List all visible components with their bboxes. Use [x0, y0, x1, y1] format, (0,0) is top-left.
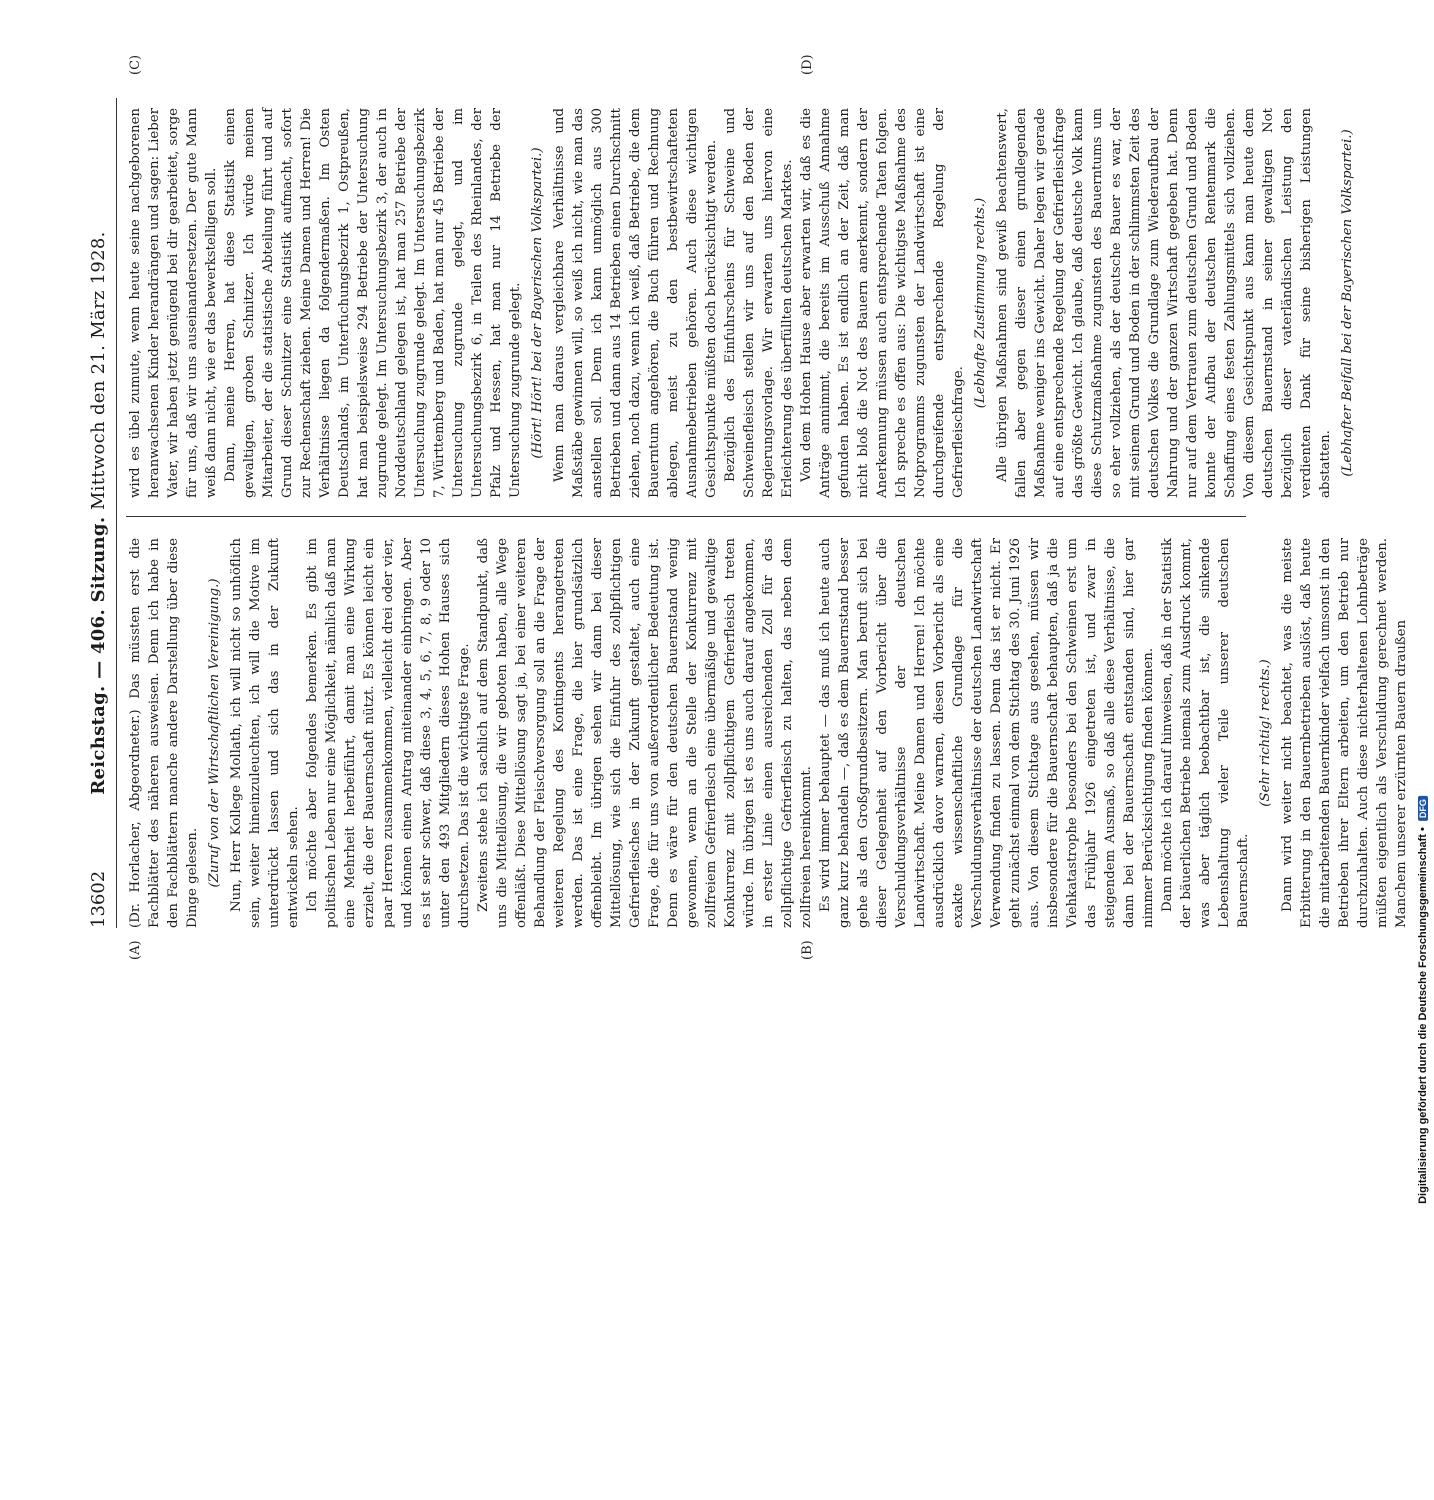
- paragraph: (Dr. Horlacher, Abgeordneter.) Das müssten erst die Fachblätter des näheren ausweisen. Denn ich habe in den Fachblättern manche andere Darstellung über diese Dinge gelesen.: [128, 538, 200, 928]
- header-rule: [116, 98, 117, 928]
- paragraph: wird es übel zumute, wenn heute seine nachgeborenen heranwachsenen Kinder herandrängen und sagen: Lieber Vater, wir haben jetzt genügend bei dir gearbeitet, sorge für uns, daß wir uns auseinandersetzen. Der gute Mann weiß dann nicht, wie er das bewerkstelligen soll.: [128, 108, 219, 498]
- paragraph: Dann wird weiter nicht beachtet, was die meiste Erbitterung in den Bauernbetrieben auslöst, daß heute die mitarbeitenden Bauernkinder vielfach umsonst in den Betrieben ihrer Eltern arbeiten, um den Betrieb nur durchzuhalten. Auch diese nichterhaltenen Lohnbeträge müßten eigentlich als Verschuldung gerechnet werden. Manchem unserer erzürnten Bauern draußen: [1280, 538, 1409, 928]
- paragraph: Dann möchte ich darauf hinweisen, daß in der Statistik der bäuerlichen Betriebe niemals zum Ausdruck kommt, was aber täglich beobachtbar ist, die sinkende Lebenshaltung vieler Teile unserer deutschen Bauernschaft.: [1160, 538, 1251, 928]
- interjection: (Lebhafter Beifall bei der Bayerischen Volkspartei.): [1340, 129, 1355, 477]
- paragraph: Bezüglich des Einfuhrscheins für Schweine und Schweinefleisch stellen wir uns auf den Boden der Regierungsvorlage. Wir erwarten uns hiervon eine Erleichterung des überfüllten deutschen Marktes.: [723, 108, 795, 498]
- column-divider: [126, 516, 1246, 517]
- margin-marker-d: (D): [800, 54, 815, 75]
- interjection: (Lebhafte Zustimmung rechts.): [973, 197, 988, 409]
- page-title: [88, 98, 109, 928]
- page-number: 13602: [88, 870, 109, 928]
- page-header: [82, 98, 116, 928]
- credit-text: Digitalisierung gefördert durch die Deutsche Forschungsgemeinschaft •: [1417, 827, 1429, 1204]
- left-column: [126, 538, 1409, 928]
- digitization-credit: [1416, 500, 1430, 1500]
- page-content: [82, 98, 1409, 928]
- session-date: Mittwoch den 21. März 1928.: [88, 231, 109, 511]
- paragraph: Zweitens stehe ich sachlich auf dem Standpunkt, daß uns die Mittellösung, die wir geboten haben, alle Wege offenläßt. Diese Mittellösung sagt ja, bei einer weiteren Behandlung der Fleischversorgung soll an die Frage der weiteren Regelung des Kontingents herangetreten werden. Das ist eine Frage, die hier grundsätzlich offenbleibt. Im übrigen sehen wir dann bei dieser Mittellösung, wie sich die Einfuhr des zollpflichtigen Gefrierfleisches in der Zukunft gestaltet, auch eine Frage, die für uns von außerordentlicher Bedeutung ist. Denn es wäre für den deutschen Bauernstand wenig gewonnen, wenn an die Stelle der Konkurrenz mit zollfreiem Gefrierfleisch eine übermäßige und gewaltige Konkurrenz mit zollpflichtigem Gefrierfleisch treten würde. Im übrigen ist es uns auch darauf angekommen, in erster Linie einen ausreichenden Zoll für das zollpflichtige Gefrierfleisch zu halten, das neben dem zollfreien hereinkommt.: [476, 538, 814, 928]
- margin-marker-b: (B): [800, 940, 815, 960]
- interjection: (Sehr richtig! rechts.): [1258, 659, 1273, 807]
- right-column: [126, 108, 1355, 498]
- paragraph: Wenn man daraus vergleichbare Verhältnisse und Maßstäbe gewinnen will, so weiß ich nicht, wie man das anstellen soll. Denn ich kann unmöglich aus 300 Betrieben und dann aus 14 Betrieben einen Durchschnitt ziehen, noch dazu, wenn ich weiß, daß Betriebe, die dem Bauerntum angehören, die Buch führen und Rechnung ablegen, meist zu den bestbewirtschafteten Ausnahmebetrieben gehören. Auch diese wichtigen Gesichtspunkte müßten doch berücksichtigt werden.: [552, 108, 719, 498]
- paragraph: Alle übrigen Maßnahmen sind gewiß beachtenswert, fallen aber gegen dieser einen grundlegenden Maßnahme weniger ins Gewicht. Daher legen wir gerade auf eine entsprechende Regelung der Gefrierfleischfrage das größte Gewicht. Ich glaube, daß deutsche Volk kann diese Schutzmaßnahme zugunsten des Bauerntums um so eher vollziehen, als der deutsche Bauer es war, der mit seinem Grund und Boden in der schlimmsten Zeit des deutschen Volkes die Grundlage zum Wiederaufbau der Nahrung und der ganzen Wirtschaft gegeben hat. Denn nur auf dem Vertrauen zum deutschen Grund und Boden konnte der Aufbau der deutschen Rentenmark die Schaffung eines festen Zahlungsmittels sich vollziehen. Von diesem Gesichtspunkt aus kann man heute dem deutschen Bauernstand in seiner gewaltigen Not bezüglich dieser vaterländischen Leistung den verdienten Dank für seine bisherigen Leistungen abstatten.: [995, 108, 1333, 498]
- paragraph: Ich möchte aber folgendes bemerken. Es gibt im politischen Leben nur eine Möglichkeit, nämlich daß man eine Mehrheit herbeiführt, damit man eine Wirkung erzielt, die der Bauernschaft nützt. Es können leicht ein paar Herren zusammenkommen, vielleicht drei oder vier, und können einen Antrag miteinander einbringen. Aber es ist sehr schwer, daß diese 3, 4, 5, 6, 7, 8, 9 oder 10 unter den 493 Mitgliedern dieses Hohen Hauses sich durchsetzen. Das ist die wichtigste Frage.: [305, 538, 472, 928]
- paragraph: Dann, meine Herren, hat diese Statistik einen gewaltigen, groben Schnitzer. Ich würde meinen Mitarbeiter, der die statistische Abteilung führt und auf Grund dieser Schnitzer eine Statistik aufmacht, sofort zur Rechenschaft ziehen. Meine Damen und Herren! Die Verhältnisse liegen da folgendermaßen. Im Osten Deutschlands, im Unterfuchungsbezirk 1, Ostpreußen, hat man beispielsweise 294 Betriebe der Untersuchung zugrunde gelegt. Im Untersuchungsbezirk 3, der auch in Norddeutschland gelegen ist, hat man 257 Betriebe der Untersuchung zugrunde gelegt. Im Untersuchungsbezirk 7, Württemberg und Baden, hat man nur 45 Betriebe der Untersuchung zugrunde gelegt, und im Untersuchungsbezirk 6, in Teilen des Rheinlandes, der Pfalz und Hessen, hat man nur 14 Betriebe der Untersuchung zugrunde gelegt.: [223, 108, 523, 498]
- interjection: (Hört! Hört! bei der Bayerischen Volkspartei.): [530, 147, 545, 459]
- paragraph: Es wird immer behauptet — das muß ich heute auch ganz kurz behandeln —, daß es dem Bauernstand besser gehe als den Großgrundbesitzern. Man beruft sich bei dieser Gelegenheit auf den Vorbericht über die Verschuldungsverhältnisse der deutschen Landwirtschaft. Meine Damen und Herren! Ich möchte ausdrücklich davor warnen, diesen Vorbericht als eine exakte wissenschaftliche Grundlage für die Verschuldungsverhältnisse der deutschen Landwirtschaft Verwendung finden zu lassen. Denn das ist er nicht. Er geht zunächst einmal von dem Stichtag des 30. Juni 1926 aus. Von diesem Stichtage aus gesehen, müssen wir insbesondere für die Bauernschaft behaupten, daß ja die Viehkatastrophe besonders bei den Schweinen erst um das Frühjahr 1926 eingetreten ist, und zwar in steigendem Ausmaß, so daß alle diese Verhältnisse, die dann bei der Bauernschaft entstanden sind, hier gar nimmer Berücksichtigung finden können.: [818, 538, 1156, 928]
- session-title: Reichstag. — 406. Sitzung.: [88, 516, 109, 795]
- paragraph: Nun, Herr Kollege Mollath, ich will nicht so unhöflich sein, weiter hineinzuleuchten, ich will die Motive im unterdrückt lassen und sich das in der Zukunft entwickeln sehen.: [229, 538, 301, 928]
- margin-marker-a: (A): [128, 940, 143, 960]
- dfg-logo: DFG: [1418, 796, 1428, 821]
- margin-marker-c: (C): [128, 54, 143, 75]
- paragraph: Von dem Hohen Hause aber erwarten wir, daß es die Anträge annimmt, die bereits im Ausschuß Annahme gefunden haben. Es ist endlich an der Zeit, daß man nicht bloß die Not des Bauern anerkennt, sondern der Anerkennung müssen auch entsprechende Taten folgen. Ich spreche es offen aus: Die wichtigste Maßnahme des Notprogramms zugunsten der Landwirtschaft ist eine durchgreifende entsprechende Regelung der Gefrierfleischfrage.: [799, 108, 966, 498]
- interjection: (Zuruf von der Wirtschaftlichen Vereinigung.): [207, 578, 222, 888]
